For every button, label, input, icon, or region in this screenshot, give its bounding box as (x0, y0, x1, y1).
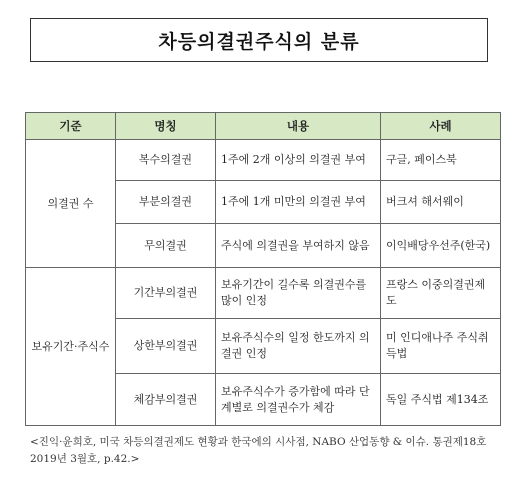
content-cell: 보유주식수의 일정 한도까지 의결권 인정 (216, 319, 381, 374)
example-cell: 이익배당우선주(한국) (381, 224, 501, 268)
example-cell: 버크셔 해서웨이 (381, 181, 501, 224)
header-criterion: 기준 (26, 113, 116, 140)
header-example: 사례 (381, 113, 501, 140)
title-box (30, 18, 488, 62)
example-cell: 구글, 페이스북 (381, 140, 501, 181)
example-cell: 독일 주식법 제134조 (381, 374, 501, 426)
content-cell: 보유기간이 길수록 의결권수를 많이 인정 (216, 268, 381, 319)
example-cell: 프랑스 이중의결권제도 (381, 268, 501, 319)
name-cell: 상한부의결권 (116, 319, 216, 374)
name-cell: 무의결권 (116, 224, 216, 268)
criterion-cell: 의결권 수 (26, 140, 116, 268)
classification-table (25, 112, 501, 426)
header-name: 명칭 (116, 113, 216, 140)
content-cell: 1주에 1개 미만의 의결권 부여 (216, 181, 381, 224)
content-cell: 보유주식수가 증가함에 따라 단계별로 의결권수가 체감 (216, 374, 381, 426)
table-header-row (26, 113, 501, 140)
name-cell: 기간부의결권 (116, 268, 216, 319)
content-cell: 주식에 의결권을 부여하지 않음 (216, 224, 381, 268)
name-cell: 복수의결권 (116, 140, 216, 181)
name-cell: 부분의결권 (116, 181, 216, 224)
source-citation: <진익·윤희호, 미국 차등의결권제도 현황과 한국에의 시사점, NABO 산업동향 & 이슈. 통권제18호 2019년 3월호, p.42.> (30, 436, 487, 465)
table-row (26, 268, 501, 319)
page-title: 차등의결권주식의 분류 (158, 30, 360, 53)
name-cell: 체감부의결권 (116, 374, 216, 426)
content-cell: 1주에 2개 이상의 의결권 부여 (216, 140, 381, 181)
criterion-cell: 보유기간·주식수 (26, 268, 116, 426)
table-row (26, 140, 501, 181)
example-cell: 미 인디애나주 주식취득법 (381, 319, 501, 374)
header-content: 내용 (216, 113, 381, 140)
